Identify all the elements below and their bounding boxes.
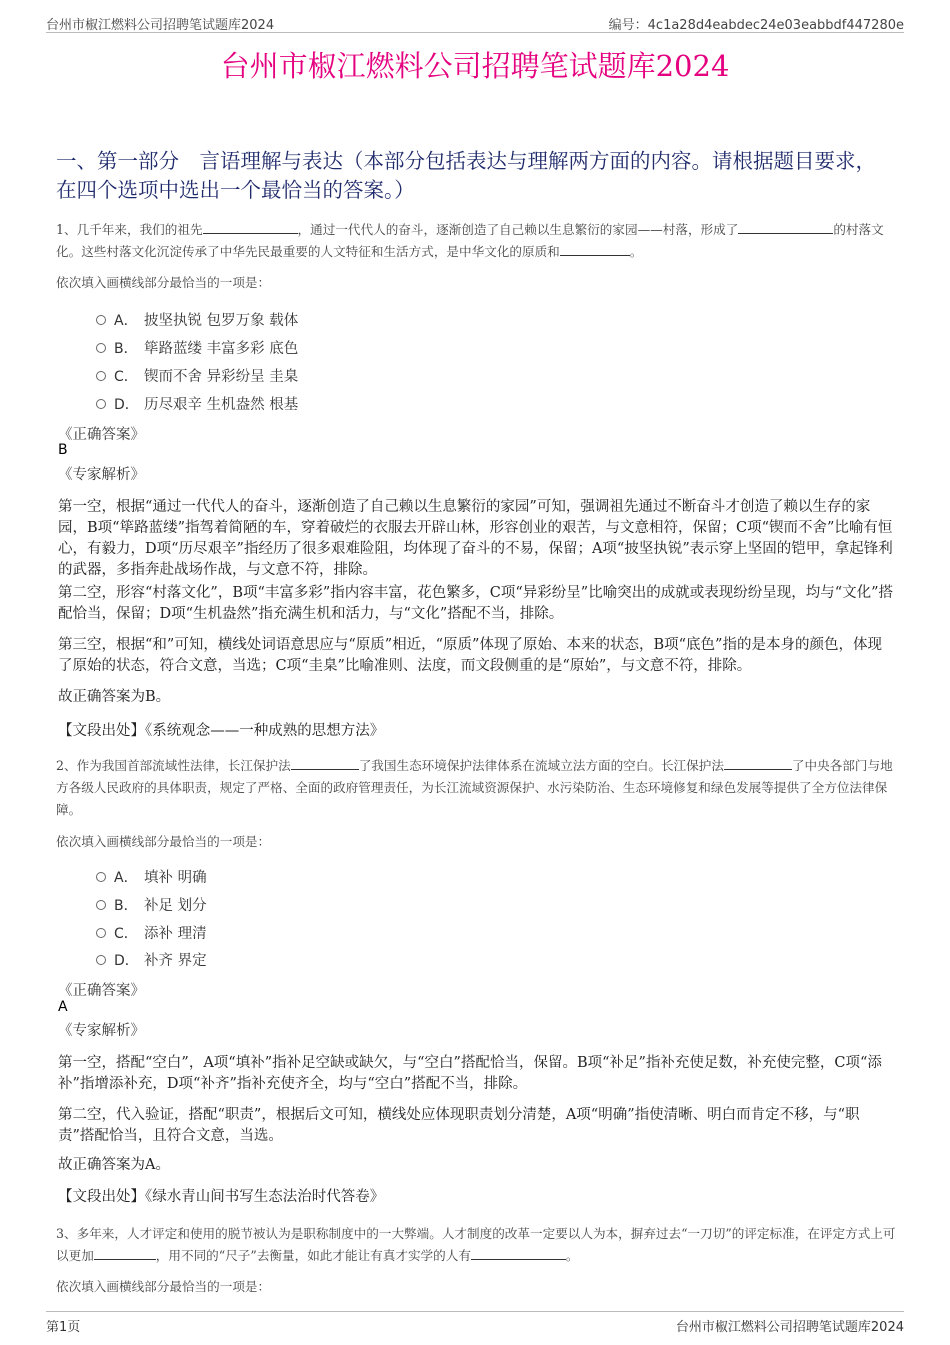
q1-conclusion: 故正确答案为B。 bbox=[58, 689, 171, 705]
q1-option-a[interactable]: A． 披坚执锐 包罗万象 载体 bbox=[96, 309, 298, 330]
footer-title: 台州市椒江燃料公司招聘笔试题库2024 bbox=[675, 1320, 904, 1335]
q3-instruction: 依次填入画横线部分最恰当的一项是： bbox=[56, 1279, 271, 1294]
q2-instruction: 依次填入画横线部分最恰当的一项是： bbox=[56, 834, 271, 849]
q1-analysis-1: 第一空，根据“通过一代代人的奋斗，逐渐创造了自己赖以生息繁衍的家园”可知，强调祖先通过不断奋斗才创造了赖以生存的家园，B项“筚路蓝缕”指驾着简陋的车，穿着破烂的衣服去开辟山林，形容创业的艰苦，与文意相符，保留；C项“锲而不舍”比喻有恒心，有毅力，D项“历尽艰辛”指经历了很多艰难险阻，均体现了奋斗的不易，保留；A项“披坚执锐”表示穿上坚固的铠甲，拿起锋利的武器，多指奔赴战场作战，与文意不符，排除。 bbox=[58, 499, 893, 578]
q1-option-d[interactable]: D． 历尽艰辛 生机盎然 根基 bbox=[96, 393, 298, 414]
q1-blank-3 bbox=[560, 243, 630, 256]
q3-blank-1 bbox=[94, 1247, 156, 1260]
q2-blank-2 bbox=[724, 757, 792, 770]
question-1-text bbox=[56, 219, 896, 263]
q2-option-c[interactable]: C． 添补 理清 bbox=[96, 922, 207, 943]
q2-analysis-2: 第二空，代入验证，搭配“职责”，根据后文可知，横线处应体现职责划分清楚，A项“明确”指使清晰、明白而肯定不移，与“职责”搭配恰当，且符合文意，当选。 bbox=[58, 1107, 860, 1144]
q1-correct-label: 《正确答案》 bbox=[58, 427, 145, 443]
q2-option-a[interactable]: A． 填补 明确 bbox=[96, 866, 207, 887]
q2-blank-1 bbox=[291, 757, 359, 770]
page-title: 台州市椒江燃料公司招聘笔试题库2024 bbox=[220, 49, 730, 83]
q2-conclusion: 故正确答案为A。 bbox=[58, 1157, 170, 1173]
q3-blank-2 bbox=[471, 1247, 566, 1260]
q1-text-c: 的村落文化。这些村落文化沉淀传承了中华先民最重要的人文特征和生活方式，是中华文化的原质和 bbox=[56, 222, 884, 259]
header-left: 台州市椒江燃料公司招聘笔试题库2024 bbox=[46, 18, 275, 33]
q2-analysis-1: 第一空，搭配“空白”，A项“填补”指补足空缺或缺欠，与“空白”搭配恰当，保留。B项“补足”指补充使足数，补充使完整，C项“添补”指增添补充，D项“补齐”指补充使齐全，均与“空白”搭配不当，排除。 bbox=[58, 1055, 882, 1092]
q2-answer: A bbox=[58, 999, 68, 1015]
q1-blank-1 bbox=[203, 221, 298, 234]
q2-analysis-label: 《专家解析》 bbox=[58, 1023, 145, 1039]
q1-option-b[interactable]: B． 筚路蓝缕 丰富多彩 底色 bbox=[96, 337, 298, 358]
radio-icon[interactable] bbox=[96, 343, 106, 353]
q1-analysis-2: 第二空，形容“村落文化”，B项“丰富多彩”指内容丰富，花色繁多，C项“异彩纷呈”比喻突出的成就或表现纷纷呈现，均与“文化”搭配恰当，保留；D项“生机盎然”指充满生机和活力，与“文化”搭配不当，排除。 bbox=[58, 585, 894, 622]
section-heading: 一、第一部分 言语理解与表达（本部分包括表达与理解两方面的内容。请根据题目要求，在四个选项中选出一个最恰当的答案。） bbox=[56, 149, 876, 202]
q2-option-b[interactable]: B． 补足 划分 bbox=[96, 894, 207, 915]
radio-icon[interactable] bbox=[96, 315, 106, 325]
radio-icon[interactable] bbox=[96, 955, 106, 965]
radio-icon[interactable] bbox=[96, 371, 106, 381]
page-number: 第1页 bbox=[46, 1320, 81, 1335]
radio-icon[interactable] bbox=[96, 872, 106, 882]
q1-text-a: 1、几千年来，我们的祖先 bbox=[56, 222, 203, 237]
q2-correct-label: 《正确答案》 bbox=[58, 983, 145, 999]
q2-option-d[interactable]: D． 补齐 界定 bbox=[96, 949, 207, 970]
q1-instruction: 依次填入画横线部分最恰当的一项是： bbox=[56, 275, 271, 290]
q1-analysis-3: 第三空，根据“和”可知，横线处词语意思应与“原质”相近，“原质”体现了原始、本来的状态，B项“底色”指的是本身的颜色，体现了原始的状态，符合文意，当选；C项“圭臬”比喻准则、法度，而文段侧重的是“原始”，与文意不符，排除。 bbox=[58, 637, 882, 674]
question-3-text: 3、多年来，人才评定和使用的脱节被认为是职称制度中的一大弊端。人才制度的改革一定要以人为本，摒弃过去“一刀切”的评定标准，在评定方式上可以更加 ，用不同的“尺子”去衡量，如此才能让有真才实学的人有 。 bbox=[56, 1226, 896, 1263]
q1-blank-2 bbox=[738, 221, 833, 234]
page-footer bbox=[46, 1311, 904, 1335]
page-header bbox=[46, 14, 904, 33]
header-doc-id: 编号：4c1a28d4eabdec24e03eabbdf447280e bbox=[608, 18, 904, 33]
q1-text-b: ，通过一代代人的奋斗，逐渐创造了自己赖以生息繁衍的家园——村落，形成了 bbox=[297, 222, 739, 237]
radio-icon[interactable] bbox=[96, 900, 106, 910]
q1-text-d: 。 bbox=[629, 244, 643, 259]
q1-source: 【文段出处】《系统观念——一种成熟的思想方法》 bbox=[58, 723, 385, 739]
q2-source: 【文段出处】《绿水青山间书写生态法治时代答卷》 bbox=[58, 1189, 385, 1205]
q1-analysis-label: 《专家解析》 bbox=[58, 467, 145, 483]
q1-option-c[interactable]: C． 锲而不舍 异彩纷呈 圭臬 bbox=[96, 365, 298, 386]
q1-answer: B bbox=[58, 442, 68, 458]
question-2-text: 2、作为我国首部流域性法律，长江保护法 了我国生态环境保护法律体系在流域立法方面的空白。长江保护法 了中央各部门与地方各级人民政府的具体职责，规定了严格、全面的政府管理责任，为长江流域资源保护、水污染防治、生态环境修复和绿色发展等提供了全方位法律保障。 bbox=[56, 758, 893, 817]
radio-icon[interactable] bbox=[96, 399, 106, 409]
radio-icon[interactable] bbox=[96, 928, 106, 938]
